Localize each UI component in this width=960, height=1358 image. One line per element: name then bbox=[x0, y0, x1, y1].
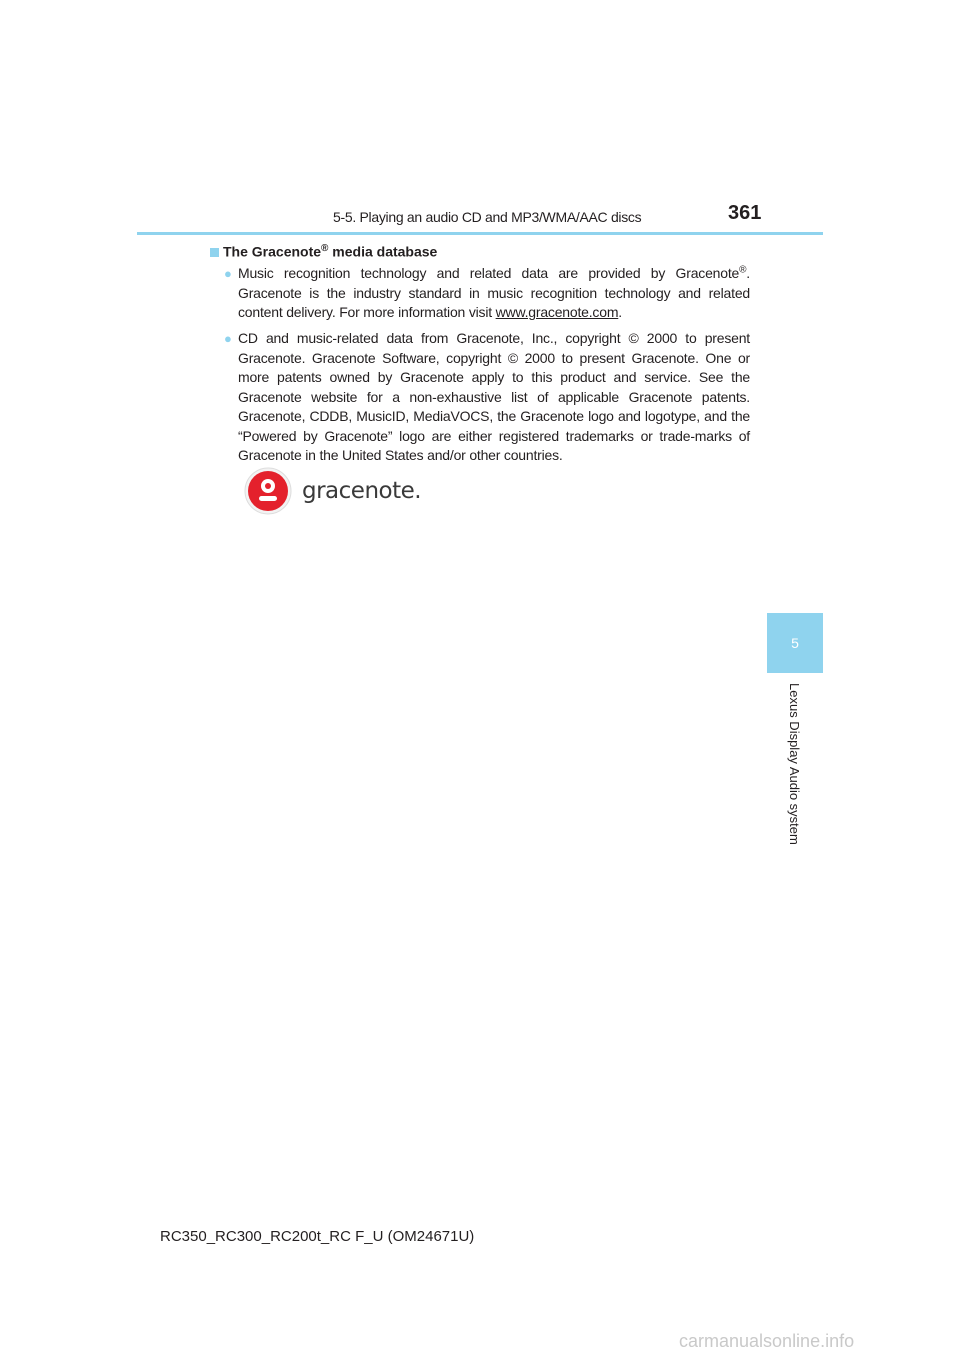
bullet-1-text-cont: . Gracenote is the industry standard in music recognition technology and related content delivery. For more information visit bbox=[238, 265, 750, 320]
bullet-circle-icon: ● bbox=[224, 266, 232, 281]
heading-text: The Gracenote bbox=[223, 243, 322, 260]
bullet-1-text-end: . bbox=[618, 304, 622, 320]
bullet-paragraph-2: CD and music-related data from Gracenote, Inc., copyright © 2000 to present Gracenote. Gracenote Software, copyright © 2000 to present Gracenote. One or more patents owned by Gracenote apply to this product and service. See the Gracenote website for a non-exhaustive list of applicable Gracenote patents. Gracenote, CDDB, MusicID, MediaVOCS, the Gracenote logo and logotype, and the “Powered by Gracenote” logo are either registered trademarks or trade-marks of Gracenote in the United States and/or other countries. bbox=[238, 330, 750, 463]
section-heading bbox=[210, 243, 437, 260]
chapter-tab bbox=[767, 613, 823, 673]
chapter-side-label: Lexus Display Audio system bbox=[787, 683, 802, 845]
watermark: carmanualsonline.info bbox=[679, 1331, 855, 1351]
gracenote-logo-wordmark: gracenote. bbox=[302, 478, 422, 504]
gracenote-logo-mark-icon bbox=[244, 467, 292, 515]
heading-text-end: media database bbox=[328, 243, 438, 260]
heading-square-icon bbox=[210, 248, 219, 257]
bullet-circle-icon: ● bbox=[224, 331, 232, 346]
chapter-tab-number: 5 bbox=[791, 635, 799, 651]
header-rule bbox=[137, 232, 823, 235]
header-title: 5-5. Playing an audio CD and MP3/WMA/AAC discs bbox=[333, 209, 642, 225]
footer-model-code: RC350_RC300_RC200t_RC F_U (OM24671U) bbox=[160, 1228, 475, 1245]
bullet-1-text: Music recognition technology and related data are provided by Gracenote bbox=[238, 265, 740, 281]
gracenote-logo bbox=[244, 467, 421, 515]
bullet-1-registered-mark: ® bbox=[739, 264, 747, 276]
heading-registered-mark: ® bbox=[321, 243, 329, 254]
gracenote-link[interactable]: www.gracenote.com bbox=[495, 304, 619, 320]
page-number: 361 bbox=[728, 202, 762, 224]
bullet-paragraph-1 bbox=[238, 264, 750, 323]
